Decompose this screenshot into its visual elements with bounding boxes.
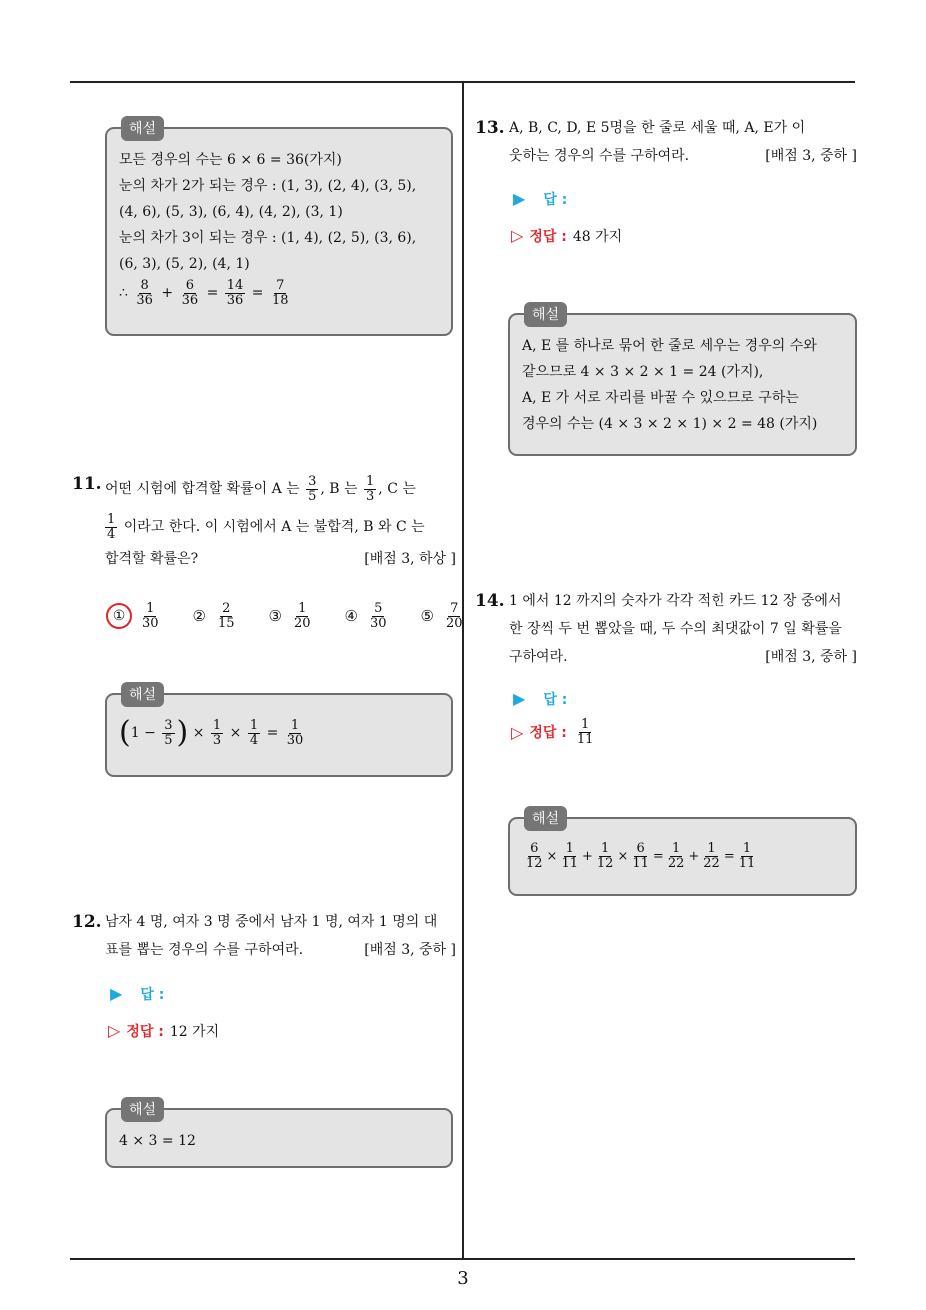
bottom-rule bbox=[70, 1258, 855, 1260]
explanation-tag: 해설 bbox=[524, 806, 567, 831]
solution-label: 정답 : bbox=[126, 1024, 164, 1040]
question-text: 어떤 시험에 합격할 확률이 A 는 $\frac{3}{5}$ , B 는 $\frac{1}{3}$ , C 는 bbox=[105, 473, 416, 504]
fraction: $\frac{6}{36}$ bbox=[181, 278, 199, 308]
fraction: $\frac{1}{22}$ bbox=[703, 841, 720, 871]
play-triangle-icon: ▶ bbox=[513, 689, 526, 708]
solution-row bbox=[511, 226, 622, 246]
fraction: $\frac{3}{5}$ bbox=[164, 717, 173, 748]
q11-exp-formula: (1 − $\frac{3}{5}$ ) × $\frac{1}{3}$ × $\frac{1}{4}$ = $\frac{1}{30}$ bbox=[119, 715, 304, 750]
play-triangle-icon: ▶ bbox=[513, 189, 526, 208]
outline-triangle-icon: ▷ bbox=[511, 226, 524, 245]
fraction: $\frac{1}{3}$ bbox=[212, 717, 222, 748]
q10-exp-line: 모든 경우의 수는 6 × 6 = 36(가지) bbox=[119, 152, 342, 168]
therefore-symbol: ∴ bbox=[119, 285, 128, 302]
question-number: 13. bbox=[475, 118, 505, 138]
fraction: $\frac{1}{11}$ bbox=[561, 841, 578, 871]
solution-value: 48 가지 bbox=[572, 229, 623, 245]
choice-1[interactable] bbox=[106, 602, 163, 630]
fraction: $\frac{1}{4}$ bbox=[249, 717, 259, 748]
question-text: 한 장씩 두 번 뽑았을 때, 두 수의 최댓값이 7 일 확률을 bbox=[509, 621, 842, 637]
score-meta: [배점 3, 중하 ] bbox=[765, 148, 857, 164]
q14-exp-formula: $\frac{6}{12}$ × $\frac{1}{11}$ + $\frac{1}{12}$ × $\frac{6}{11}$ = $\frac{1}{22}$ + $\frac{1}{22}$ = $\frac{1}{11}$ bbox=[526, 841, 756, 871]
q10-exp-line: 눈의 차가 2가 되는 경우 : (1, 3), (2, 4), (3, 5), bbox=[119, 178, 417, 194]
operator: + bbox=[161, 285, 174, 302]
q10-exp-formula bbox=[119, 279, 439, 307]
fraction: $\frac{1}{4}$ bbox=[107, 511, 116, 542]
fraction: $\frac{14}{36}$ bbox=[226, 278, 244, 308]
fraction: $\frac{7}{20}$ bbox=[446, 601, 463, 631]
question-text: A, B, C, D, E 5명을 한 줄로 세울 때, A, E가 이 bbox=[509, 120, 806, 136]
play-triangle-icon: ▶ bbox=[110, 984, 123, 1003]
q12-exp-line: 4 × 3 = 12 bbox=[119, 1133, 196, 1149]
question-text: 구하여라. [배점 3, 중하 ] bbox=[509, 643, 857, 671]
choice-mark: ③ bbox=[268, 607, 282, 626]
answer-input-row[interactable] bbox=[110, 984, 164, 1004]
fraction: $\frac{1}{20}$ bbox=[294, 601, 311, 631]
solution-label: 정답 : bbox=[529, 229, 567, 245]
fraction: $\frac{1}{11}$ bbox=[738, 841, 756, 871]
solution-row bbox=[511, 718, 597, 746]
answer-input-row[interactable] bbox=[513, 689, 567, 709]
question-11 bbox=[72, 470, 456, 572]
explanation-tag: 해설 bbox=[121, 116, 164, 141]
selected-mark: ① bbox=[106, 603, 132, 629]
question-text: $\frac{1}{4}$ 이라고 한다. 이 시험에서 A 는 불합격, B 와 C 는 bbox=[107, 511, 425, 542]
explanation-tag: 해설 bbox=[121, 682, 164, 707]
q11-choices bbox=[106, 602, 497, 630]
fraction: $\frac{2}{15}$ bbox=[218, 601, 235, 631]
question-14 bbox=[475, 587, 857, 671]
question-text: 1 에서 12 까지의 숫자가 각각 적힌 카드 12 장 중에서 bbox=[509, 593, 842, 609]
question-text: 표를 뽑는 경우의 수를 구하여라. [배점 3, 중하 ] bbox=[105, 936, 456, 964]
fraction: $\frac{1}{3}$ bbox=[366, 473, 375, 504]
fraction: $\frac{6}{11}$ bbox=[632, 841, 649, 871]
fraction: $\frac{1}{30}$ bbox=[286, 717, 304, 748]
answer-label: 답 : bbox=[140, 987, 165, 1003]
fraction: $\frac{1}{30}$ bbox=[142, 601, 159, 631]
q13-explanation-box bbox=[508, 307, 857, 456]
question-number: 12. bbox=[72, 912, 102, 932]
score-meta: [배점 3, 하상 ] bbox=[364, 551, 456, 567]
operator: = bbox=[251, 285, 264, 302]
outline-triangle-icon: ▷ bbox=[108, 1021, 121, 1040]
choice-3[interactable] bbox=[269, 602, 315, 630]
q10-explanation-box bbox=[105, 121, 453, 336]
q10-exp-line: 눈의 차가 3이 되는 경우 : (1, 4), (2, 5), (3, 6), bbox=[119, 230, 417, 246]
solution-value: 12 가지 bbox=[169, 1024, 220, 1040]
fraction: $\frac{7}{18}$ bbox=[271, 278, 289, 308]
question-text: 남자 4 명, 여자 3 명 중에서 남자 1 명, 여자 1 명의 대 bbox=[105, 914, 438, 930]
question-text: 웃하는 경우의 수를 구하여라. [배점 3, 중하 ] bbox=[509, 142, 857, 170]
q14-explanation-box bbox=[508, 811, 857, 896]
choice-mark: ⑤ bbox=[420, 607, 434, 626]
answer-label: 답 : bbox=[543, 192, 568, 208]
fraction: $\frac{8}{36}$ bbox=[136, 278, 153, 308]
column-divider bbox=[462, 82, 464, 1258]
q12-explanation-box bbox=[105, 1102, 453, 1168]
fraction: $\frac{6}{12}$ bbox=[526, 841, 543, 871]
explanation-tag: 해설 bbox=[121, 1097, 164, 1122]
q11-explanation-box bbox=[105, 687, 453, 777]
question-13 bbox=[475, 114, 857, 170]
choice-2[interactable] bbox=[193, 602, 239, 630]
score-meta: [배점 3, 중하 ] bbox=[364, 942, 456, 958]
q13-exp-line: 경우의 수는 (4 × 3 × 2 × 1) × 2 = 48 (가지) bbox=[522, 416, 818, 432]
q13-exp-line: 같으므로 4 × 3 × 2 × 1 = 24 (가지), bbox=[522, 364, 764, 380]
question-number: 11. bbox=[72, 474, 102, 494]
solution-label: 정답 : bbox=[529, 725, 567, 742]
choice-4[interactable] bbox=[345, 602, 391, 630]
fraction: $\frac{5}{30}$ bbox=[370, 601, 387, 631]
choice-5[interactable] bbox=[421, 602, 467, 630]
solution-value: $\frac{1}{11}$ bbox=[576, 717, 594, 747]
q13-exp-line: A, E 가 서로 자리를 바꿀 수 있으므로 구하는 bbox=[522, 390, 799, 406]
explanation-tag: 해설 bbox=[524, 302, 567, 327]
question-12 bbox=[72, 908, 456, 964]
outline-triangle-icon: ▷ bbox=[511, 722, 524, 742]
page-number: 3 bbox=[457, 1268, 469, 1289]
q10-exp-line: (4, 6), (5, 3), (6, 4), (4, 2), (3, 1) bbox=[119, 204, 343, 220]
answer-input-row[interactable] bbox=[513, 189, 567, 209]
q10-exp-line: (6, 3), (5, 2), (4, 1) bbox=[119, 256, 250, 272]
score-meta: [배점 3, 중하 ] bbox=[765, 649, 857, 665]
question-text: 합격할 확률은? [배점 3, 하상 ] bbox=[105, 546, 456, 572]
q13-exp-line: A, E 를 하나로 묶어 한 줄로 세우는 경우의 수와 bbox=[522, 338, 817, 354]
fraction: $\frac{1}{22}$ bbox=[667, 841, 685, 871]
answer-label: 답 : bbox=[543, 692, 568, 708]
fraction: $\frac{1}{12}$ bbox=[596, 841, 614, 871]
question-number: 14. bbox=[475, 591, 505, 611]
operator: = bbox=[206, 285, 219, 302]
choice-mark: ② bbox=[192, 607, 206, 626]
solution-row bbox=[108, 1021, 219, 1041]
choice-mark: ④ bbox=[344, 607, 358, 626]
fraction: $\frac{3}{5}$ bbox=[308, 473, 317, 504]
